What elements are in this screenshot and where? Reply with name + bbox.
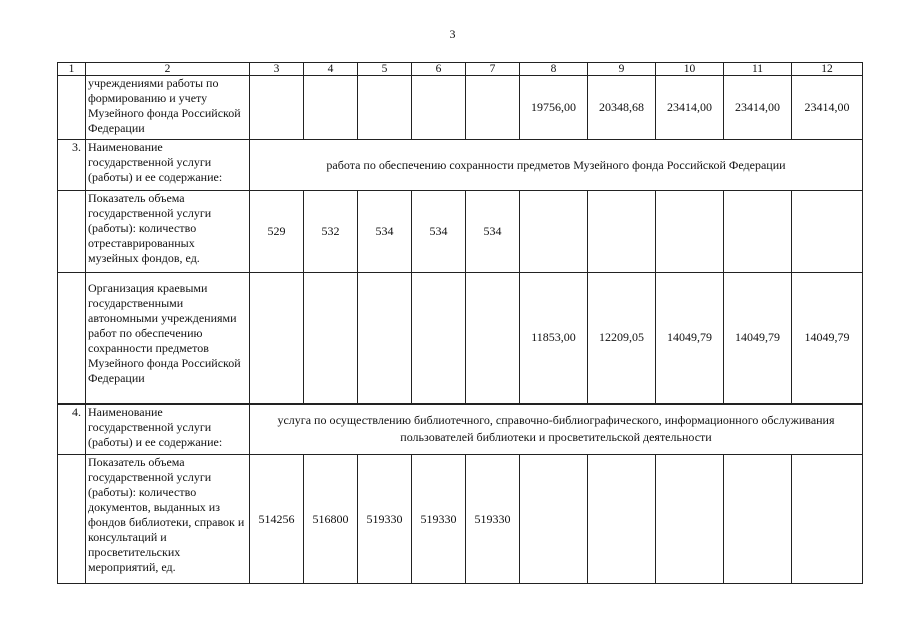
value-cell: 14049,79 — [792, 273, 863, 404]
value-cell — [304, 76, 358, 140]
row-number — [58, 191, 86, 273]
value-cell: 14049,79 — [724, 273, 792, 404]
row-number: 3. — [58, 140, 86, 191]
value-cell: 534 — [358, 191, 412, 273]
column-header: 5 — [358, 63, 412, 76]
value-cell — [656, 455, 724, 584]
value-cell — [358, 76, 412, 140]
row-number — [58, 76, 86, 140]
row-number — [58, 455, 86, 584]
value-cell: 514256 — [250, 455, 304, 584]
value-cell — [520, 455, 588, 584]
column-header: 3 — [250, 63, 304, 76]
row-name: Наименование государственной услуги (работы) и ее содержание: — [86, 140, 250, 191]
value-cell — [466, 76, 520, 140]
value-cell: 20348,68 — [588, 76, 656, 140]
value-cell — [792, 455, 863, 584]
column-header: 2 — [86, 63, 250, 76]
value-cell: 14049,79 — [656, 273, 724, 404]
value-cell — [656, 191, 724, 273]
column-header: 1 — [58, 63, 86, 76]
row-name: учреждениями работы по формированию и учету Музейного фонда Российской Федерации — [86, 76, 250, 140]
value-cell — [358, 273, 412, 404]
value-cell — [412, 273, 466, 404]
row-name: Показатель объема государственной услуги (работы): количество отреставрированных музейных фондов, ед. — [86, 191, 250, 273]
value-cell — [520, 191, 588, 273]
table-row — [58, 140, 863, 191]
column-header: 6 — [412, 63, 466, 76]
column-header: 7 — [466, 63, 520, 76]
table-row — [58, 191, 863, 273]
value-cell: 23414,00 — [792, 76, 863, 140]
row-name: Организация краевыми государственными автономными учреждениями работ по обеспечению сохранности предметов Музейного фонда Российской Федерации — [86, 273, 250, 404]
value-cell — [724, 191, 792, 273]
table-row — [58, 76, 863, 140]
column-header: 10 — [656, 63, 724, 76]
value-cell — [466, 273, 520, 404]
column-header: 9 — [588, 63, 656, 76]
table-row — [58, 455, 863, 584]
value-cell: 519330 — [466, 455, 520, 584]
value-cell: 529 — [250, 191, 304, 273]
value-cell — [792, 191, 863, 273]
value-cell: 11853,00 — [520, 273, 588, 404]
value-cell — [724, 455, 792, 584]
value-cell: 532 — [304, 191, 358, 273]
value-cell: 19756,00 — [520, 76, 588, 140]
value-cell: 534 — [466, 191, 520, 273]
page-number: 3 — [449, 27, 456, 41]
row-number: 4. — [58, 404, 86, 455]
column-header: 4 — [304, 63, 358, 76]
row-name: Показатель объема государственной услуги (работы): количество документов, выданных из фондов библиотеки, справок и консультаций и просветительских мероприятий, ед. — [86, 455, 250, 584]
value-cell: 23414,00 — [724, 76, 792, 140]
value-cell: 519330 — [412, 455, 466, 584]
value-cell — [412, 76, 466, 140]
row-number — [58, 273, 86, 404]
value-cell — [250, 273, 304, 404]
service-description: услуга по осуществлению библиотечного, справочно-библиографического, информационного обслуживания пользователей библиотеки и просветительской деятельности — [250, 404, 863, 455]
value-cell — [250, 76, 304, 140]
value-cell: 519330 — [358, 455, 412, 584]
column-header: 12 — [792, 63, 863, 76]
table-row — [58, 404, 863, 455]
service-description: работа по обеспечению сохранности предметов Музейного фонда Российской Федерации — [250, 140, 863, 191]
value-cell — [304, 273, 358, 404]
column-header: 8 — [520, 63, 588, 76]
column-header: 11 — [724, 63, 792, 76]
value-cell — [588, 191, 656, 273]
header-row — [58, 63, 863, 76]
value-cell — [588, 455, 656, 584]
value-cell: 23414,00 — [656, 76, 724, 140]
row-name: Наименование государственной услуги (работы) и ее содержание: — [86, 404, 250, 455]
value-cell: 516800 — [304, 455, 358, 584]
value-cell: 534 — [412, 191, 466, 273]
budget-table — [57, 62, 863, 584]
value-cell: 12209,05 — [588, 273, 656, 404]
table-row — [58, 273, 863, 404]
